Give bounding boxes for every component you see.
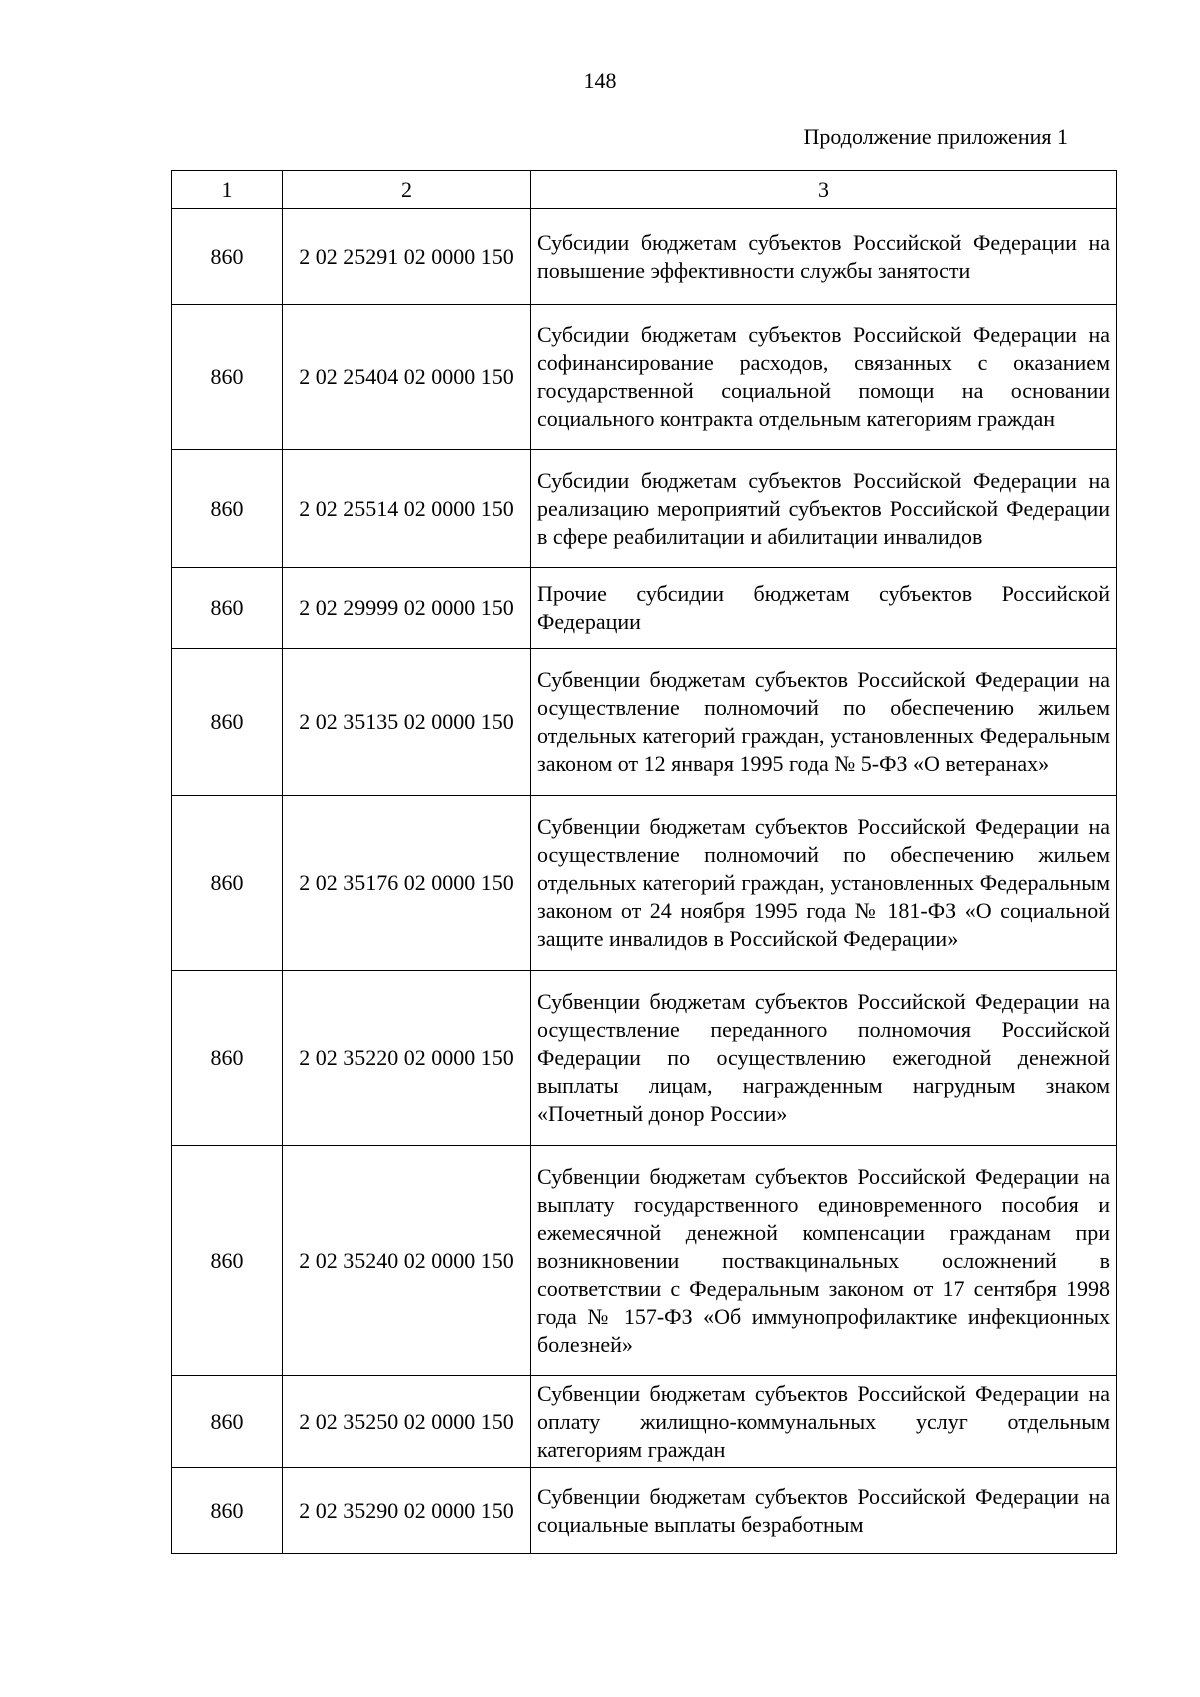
table-row bbox=[172, 1468, 1117, 1554]
admin-code-cell: 860 bbox=[172, 649, 283, 796]
admin-code-cell: 860 bbox=[172, 1376, 283, 1468]
budget-classification-table bbox=[171, 170, 1117, 1554]
admin-code-cell: 860 bbox=[172, 1468, 283, 1554]
description-cell: Субвенции бюджетам субъектов Российской Федерации на оплату жилищно-коммунальных услуг отдельным категориям граждан bbox=[531, 1376, 1117, 1468]
budget-code-cell: 2 02 29999 02 0000 150 bbox=[283, 568, 531, 649]
description-cell: Субвенции бюджетам субъектов Российской Федерации на осуществление переданного полномочия Российской Федерации по осуществлению ежегодной денежной выплаты лицам, награжденным нагрудным знаком «Почетный донор России» bbox=[531, 971, 1117, 1146]
budget-code-cell: 2 02 35135 02 0000 150 bbox=[283, 649, 531, 796]
budget-code-cell: 2 02 25514 02 0000 150 bbox=[283, 450, 531, 568]
table-row bbox=[172, 1376, 1117, 1468]
table-row bbox=[172, 971, 1117, 1146]
admin-code-cell: 860 bbox=[172, 450, 283, 568]
table-row bbox=[172, 649, 1117, 796]
description-cell: Прочие субсидии бюджетам субъектов Российской Федерации bbox=[531, 568, 1117, 649]
table-header-row bbox=[172, 171, 1117, 209]
continuation-title: Продолжение приложения 1 bbox=[803, 124, 1068, 149]
description-cell: Субсидии бюджетам субъектов Российской Федерации на софинансирование расходов, связанных с оказанием государственной социальной помощи на основании социального контракта отдельным категориям граждан bbox=[531, 305, 1117, 450]
table-row bbox=[172, 209, 1117, 305]
page-number: 148 bbox=[583, 68, 617, 93]
description-cell: Субсидии бюджетам субъектов Российской Федерации на реализацию мероприятий субъектов Российской Федерации в сфере реабилитации и абилитации инвалидов bbox=[531, 450, 1117, 568]
budget-code-cell: 2 02 25404 02 0000 150 bbox=[283, 305, 531, 450]
admin-code-cell: 860 bbox=[172, 305, 283, 450]
table-row bbox=[172, 305, 1117, 450]
column-header: 1 bbox=[172, 171, 283, 209]
description-cell: Субвенции бюджетам субъектов Российской Федерации на выплату государственного единовременного пособия и ежемесячной денежной компенсации гражданам при возникновении поствакцинальных осложнений в соответствии с Федеральным законом от 17 сентября 1998 года № 157-ФЗ «Об иммунопрофилактике инфекционных болезней» bbox=[531, 1146, 1117, 1376]
budget-code-cell: 2 02 35220 02 0000 150 bbox=[283, 971, 531, 1146]
table-row bbox=[172, 796, 1117, 971]
table-row bbox=[172, 568, 1117, 649]
admin-code-cell: 860 bbox=[172, 1146, 283, 1376]
column-header: 3 bbox=[531, 171, 1117, 209]
budget-code-cell: 2 02 25291 02 0000 150 bbox=[283, 209, 531, 305]
admin-code-cell: 860 bbox=[172, 796, 283, 971]
table-row bbox=[172, 1146, 1117, 1376]
budget-code-cell: 2 02 35176 02 0000 150 bbox=[283, 796, 531, 971]
admin-code-cell: 860 bbox=[172, 971, 283, 1146]
budget-code-cell: 2 02 35250 02 0000 150 bbox=[283, 1376, 531, 1468]
admin-code-cell: 860 bbox=[172, 209, 283, 305]
description-cell: Субвенции бюджетам субъектов Российской Федерации на осуществление полномочий по обеспечению жильем отдельных категорий граждан, установленных Федеральным законом от 12 января 1995 года № 5-ФЗ «О ветеранах» bbox=[531, 649, 1117, 796]
column-header: 2 bbox=[283, 171, 531, 209]
table-row bbox=[172, 450, 1117, 568]
description-cell: Субсидии бюджетам субъектов Российской Федерации на повышение эффективности службы занятости bbox=[531, 209, 1117, 305]
budget-code-cell: 2 02 35240 02 0000 150 bbox=[283, 1146, 531, 1376]
description-cell: Субвенции бюджетам субъектов Российской Федерации на социальные выплаты безработным bbox=[531, 1468, 1117, 1554]
description-cell: Субвенции бюджетам субъектов Российской Федерации на осуществление полномочий по обеспечению жильем отдельных категорий граждан, установленных Федеральным законом от 24 ноября 1995 года № 181-ФЗ «О социальной защите инвалидов в Российской Федерации» bbox=[531, 796, 1117, 971]
admin-code-cell: 860 bbox=[172, 568, 283, 649]
budget-code-cell: 2 02 35290 02 0000 150 bbox=[283, 1468, 531, 1554]
